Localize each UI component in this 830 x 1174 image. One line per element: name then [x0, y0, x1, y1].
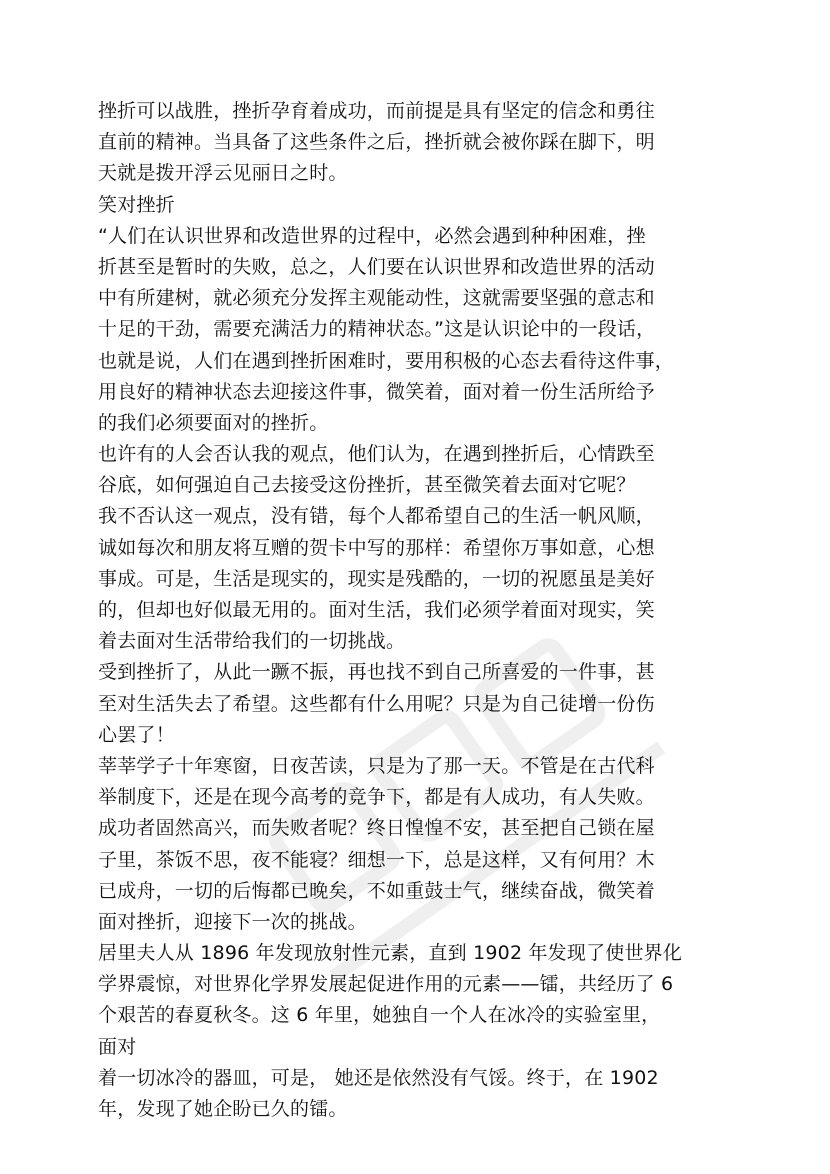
- text-line: 用良好的精神状态去迎接这件事，微笑着，面对着一份生活所给予: [98, 380, 655, 403]
- text-line: 已成舟，一切的后悔都已晚矣，不如重鼓士气，继续奋战，微笑着: [98, 879, 655, 902]
- text-line: 挫折可以战胜，挫折孕育着成功，而前提是具有坚定的信念和勇往: [98, 100, 655, 122]
- text-line: 也就是说，人们在遇到挫折困难时，要用积极的心态去看待这件事，: [98, 349, 675, 372]
- text-line: 谷底，如何强迫自己去接受这份挫折，甚至微笑着去面对它呢？: [98, 474, 636, 497]
- text-line: 心罢了！: [98, 723, 175, 746]
- text-line: 面对: [98, 1035, 137, 1058]
- text-line: 年，发现了她企盼已久的镭。: [98, 1098, 348, 1120]
- text-line: 着去面对生活带给我们的一切挑战。: [98, 630, 406, 653]
- text-line: 受到挫折了，从此一蹶不振，再也找不到自己所喜爱的一件事，甚: [98, 661, 655, 684]
- text-line: 直前的精神。当具备了这些条件之后，挫折就会被你踩在脚下，明: [98, 131, 655, 154]
- section-heading: 笑对挫折: [98, 193, 175, 216]
- text-line: “人们在认识世界和改造世界的过程中，必然会遇到种种困难，挫: [98, 224, 646, 247]
- text-line: 个艰苦的春夏秋冬。这 6 年里，她独自一个人在冰冷的实验室里，: [98, 1004, 661, 1027]
- text-line: 面对挫折，迎接下一次的挑战。: [98, 910, 367, 933]
- text-line: 我不否认这一观点，没有错，每个人都希望自己的生活一帆风顺，: [98, 505, 655, 528]
- text-line: 十足的干劲，需要充满活力的精神状态。”这是认识论中的一段话，: [98, 318, 656, 341]
- text-line: 折甚至是暂时的失败，总之，人们要在认识世界和改造世界的活动: [98, 255, 655, 278]
- text-line: 莘莘学子十年寒窗，日夜苦读，只是为了那一天。不管是在古代科: [98, 754, 655, 777]
- text-line: 天就是拨开浮云见丽日之时。: [98, 162, 348, 185]
- text-line: 学界震惊，对世界化学界发展起促进作用的元素——镭，共经历了 6: [98, 973, 674, 996]
- text-line: 子里，茶饭不思，夜不能寝？细想一下，总是这样，又有何用？木: [98, 848, 655, 871]
- document-body: [98, 96, 738, 1125]
- text-line: 中有所建树，就必须充分发挥主观能动性，这就需要坚强的意志和: [98, 287, 655, 310]
- text-line: 的，但却也好似最无用的。面对生活，我们必须学着面对现实，笑: [98, 599, 655, 621]
- text-line: 诚如每次和朋友将互赠的贺卡中写的那样：希望你万事如意，心想: [98, 536, 655, 559]
- text-line: 着一切冰冷的器皿，可是， 她还是依然没有气馁。终于，在 1902: [98, 1066, 659, 1089]
- text-line: 事成。可是，生活是现实的，现实是残酷的，一切的祝愿虽是美好: [98, 567, 655, 590]
- text-line: 的我们必须要面对的挫折。: [98, 411, 329, 434]
- text-line: 至对生活失去了希望。这些都有什么用呢？只是为自己徒增一份伤: [98, 692, 655, 715]
- text-line: 成功者固然高兴，而失败者呢？终日惶惶不安，甚至把自己锁在屋: [98, 817, 655, 840]
- text-line: 居里夫人从 1896 年发现放射性元素，直到 1902 年发现了使世界化: [98, 942, 683, 965]
- text-line: 举制度下，还是在现今高考的竞争下，都是有人成功，有人失败。: [98, 786, 655, 809]
- text-line: 也许有的人会否认我的观点，他们认为，在遇到挫折后，心情跌至: [98, 443, 655, 466]
